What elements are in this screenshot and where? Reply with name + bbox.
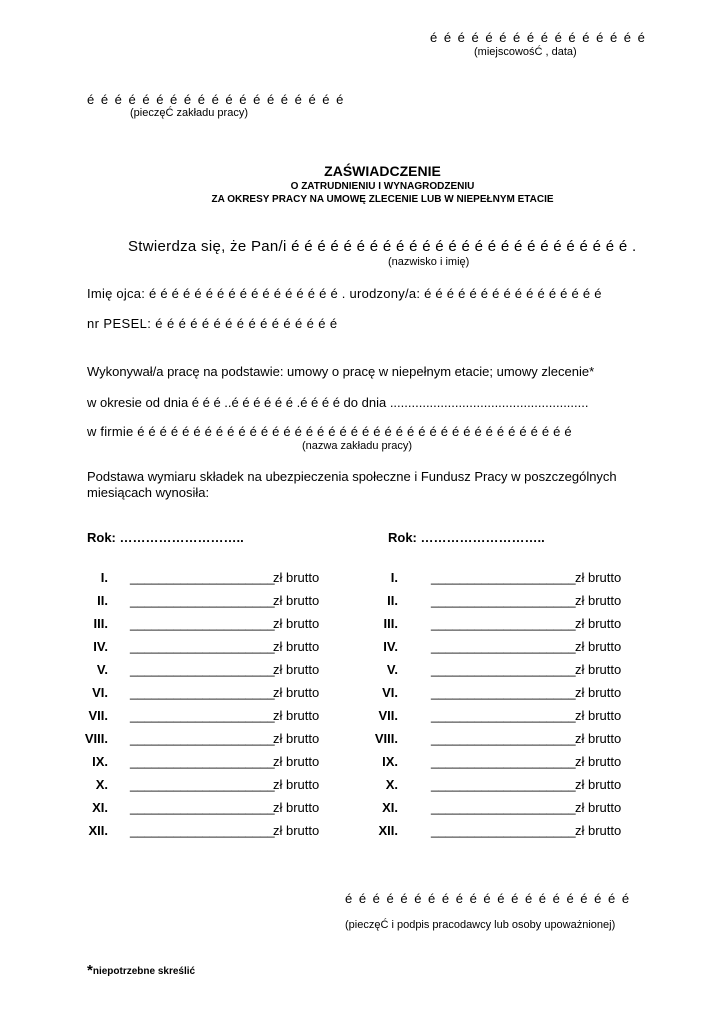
place-date-label: (miejscowośĆ , data) — [474, 46, 577, 58]
month-number: VII. — [88, 708, 108, 723]
month-amount-field[interactable]: ____________________ — [130, 616, 275, 631]
month-currency-label: zł brutto — [273, 616, 320, 631]
month-currency-label: zł brutto — [273, 593, 320, 608]
month-currency-label: zł brutto — [575, 685, 622, 700]
document-subtitle-2: ZA OKRESY PRACY NA UMOWĘ ZLECENIE LUB W NIEPEŁNYM ETACIE — [211, 194, 554, 205]
pesel-line: nr PESEL: é é é é é é é é é é é é é é é é — [87, 316, 338, 331]
month-currency-label: zł brutto — [575, 731, 622, 746]
month-number: II. — [387, 593, 398, 608]
month-currency-label: zł brutto — [273, 754, 320, 769]
month-number: VIII. — [374, 731, 398, 746]
place-date-dots: é é é é é é é é é é é é é é é é — [430, 30, 647, 45]
month-amount-field[interactable]: ____________________ — [130, 639, 275, 654]
month-number: VI. — [382, 685, 398, 700]
month-currency-label: zł brutto — [273, 800, 320, 815]
month-number: IX. — [382, 754, 398, 769]
statement-label: (nazwisko i imię) — [388, 256, 470, 268]
month-amount-field[interactable]: ____________________ — [431, 593, 576, 608]
month-number: X. — [385, 777, 398, 792]
month-currency-label: zł brutto — [575, 708, 622, 723]
month-number: V. — [96, 662, 108, 677]
month-number: II. — [97, 593, 108, 608]
father-birth-line: Imię ojca: é é é é é é é é é é é é é é é é é . urodzony/a: é é é é é é é é é é é é é é é é — [87, 286, 602, 301]
month-number: IV. — [383, 639, 398, 654]
year-label-left: Rok: ……………………….. — [87, 530, 244, 545]
firm-line: w firmie é é é é é é é é é é é é é é é é é é é é é é é é é é é é é é é é é é é é é é é — [87, 424, 572, 439]
month-currency-label: zł brutto — [575, 754, 622, 769]
month-amount-field[interactable]: ____________________ — [130, 593, 275, 608]
footnote-star: * — [87, 962, 93, 979]
contrib-line-1: Podstawa wymiaru składek na ubezpieczenia społeczne i Fundusz Pracy w poszczególnych — [87, 469, 617, 484]
month-amount-field[interactable]: ____________________ — [130, 662, 275, 677]
month-number: VIII. — [84, 731, 108, 746]
month-currency-label: zł brutto — [575, 823, 622, 838]
month-number: III. — [383, 616, 398, 631]
month-amount-field[interactable]: ____________________ — [130, 685, 275, 700]
month-number: VI. — [92, 685, 108, 700]
month-currency-label: zł brutto — [273, 662, 320, 677]
contrib-line-2: miesiącach wynosiła: — [87, 485, 210, 500]
month-amount-field[interactable]: ____________________ — [431, 708, 576, 723]
month-amount-field[interactable]: ____________________ — [431, 616, 576, 631]
month-number: I. — [100, 570, 108, 585]
month-currency-label: zł brutto — [273, 777, 320, 792]
document-title: ZAŚWIADCZENIE — [324, 163, 441, 179]
month-currency-label: zł brutto — [575, 593, 622, 608]
month-amount-field[interactable]: ____________________ — [130, 823, 275, 838]
month-currency-label: zł brutto — [273, 823, 320, 838]
stamp-dots: é é é é é é é é é é é é é é é é é é é — [87, 92, 345, 107]
month-currency-label: zł brutto — [273, 708, 320, 723]
month-number: IX. — [92, 754, 108, 769]
month-amount-field[interactable]: ____________________ — [130, 754, 275, 769]
statement-line: Stwierdza się, że Pan/i é é é é é é é é é é é é é é é é é é é é é é é é é é . — [128, 238, 637, 255]
month-number: V. — [386, 662, 398, 677]
month-amount-field[interactable]: ____________________ — [130, 708, 275, 723]
month-currency-label: zł brutto — [273, 731, 320, 746]
month-currency-label: zł brutto — [575, 777, 622, 792]
stamp-label: (pieczęĆ zakładu pracy) — [130, 107, 248, 119]
signature-dots: é é é é é é é é é é é é é é é é é é é é é — [345, 891, 631, 906]
month-amount-field[interactable]: ____________________ — [130, 570, 275, 585]
month-currency-label: zł brutto — [575, 570, 622, 585]
month-number: XI. — [382, 800, 398, 815]
month-number: XI. — [92, 800, 108, 815]
month-currency-label: zł brutto — [575, 662, 622, 677]
footnote — [87, 962, 195, 979]
month-amount-field[interactable]: ____________________ — [431, 639, 576, 654]
month-currency-label: zł brutto — [575, 639, 622, 654]
month-number: X. — [95, 777, 108, 792]
document-subtitle-1: O ZATRUDNIENIU I WYNAGRODZENIU — [290, 181, 475, 192]
month-currency-label: zł brutto — [575, 800, 622, 815]
footnote-text: niepotrzebne skreślić — [92, 966, 196, 977]
month-amount-field[interactable]: ____________________ — [130, 777, 275, 792]
year-label-right: Rok: ……………………….. — [388, 530, 545, 545]
month-amount-field[interactable]: ____________________ — [431, 662, 576, 677]
basis-line: Wykonywał/a pracę na podstawie: umowy o pracę w niepełnym etacie; umowy zlecenie* — [87, 364, 595, 379]
month-amount-field[interactable]: ____________________ — [130, 731, 275, 746]
month-number: VII. — [378, 708, 398, 723]
month-currency-label: zł brutto — [273, 639, 320, 654]
month-amount-field[interactable]: ____________________ — [431, 777, 576, 792]
month-number: III. — [93, 616, 108, 631]
period-line: w okresie od dnia é é é ..é é é é é é .é é é é do dnia ....................................................... — [87, 395, 589, 410]
month-currency-label: zł brutto — [273, 685, 320, 700]
month-currency-label: zł brutto — [273, 570, 320, 585]
month-currency-label: zł brutto — [575, 616, 622, 631]
month-amount-field[interactable]: ____________________ — [431, 685, 576, 700]
month-number: XII. — [88, 823, 108, 838]
month-amount-field[interactable]: ____________________ — [431, 570, 576, 585]
month-number: IV. — [93, 639, 108, 654]
month-amount-field[interactable]: ____________________ — [431, 823, 576, 838]
month-amount-field[interactable]: ____________________ — [431, 800, 576, 815]
month-amount-field[interactable]: ____________________ — [431, 731, 576, 746]
firm-label: (nazwa zakładu pracy) — [302, 440, 413, 452]
month-number: XII. — [378, 823, 398, 838]
month-amount-field[interactable]: ____________________ — [130, 800, 275, 815]
signature-label: (pieczęĆ i podpis pracodawcy lub osoby upoważnionej) — [345, 919, 616, 931]
month-amount-field[interactable]: ____________________ — [431, 754, 576, 769]
month-number: I. — [390, 570, 398, 585]
